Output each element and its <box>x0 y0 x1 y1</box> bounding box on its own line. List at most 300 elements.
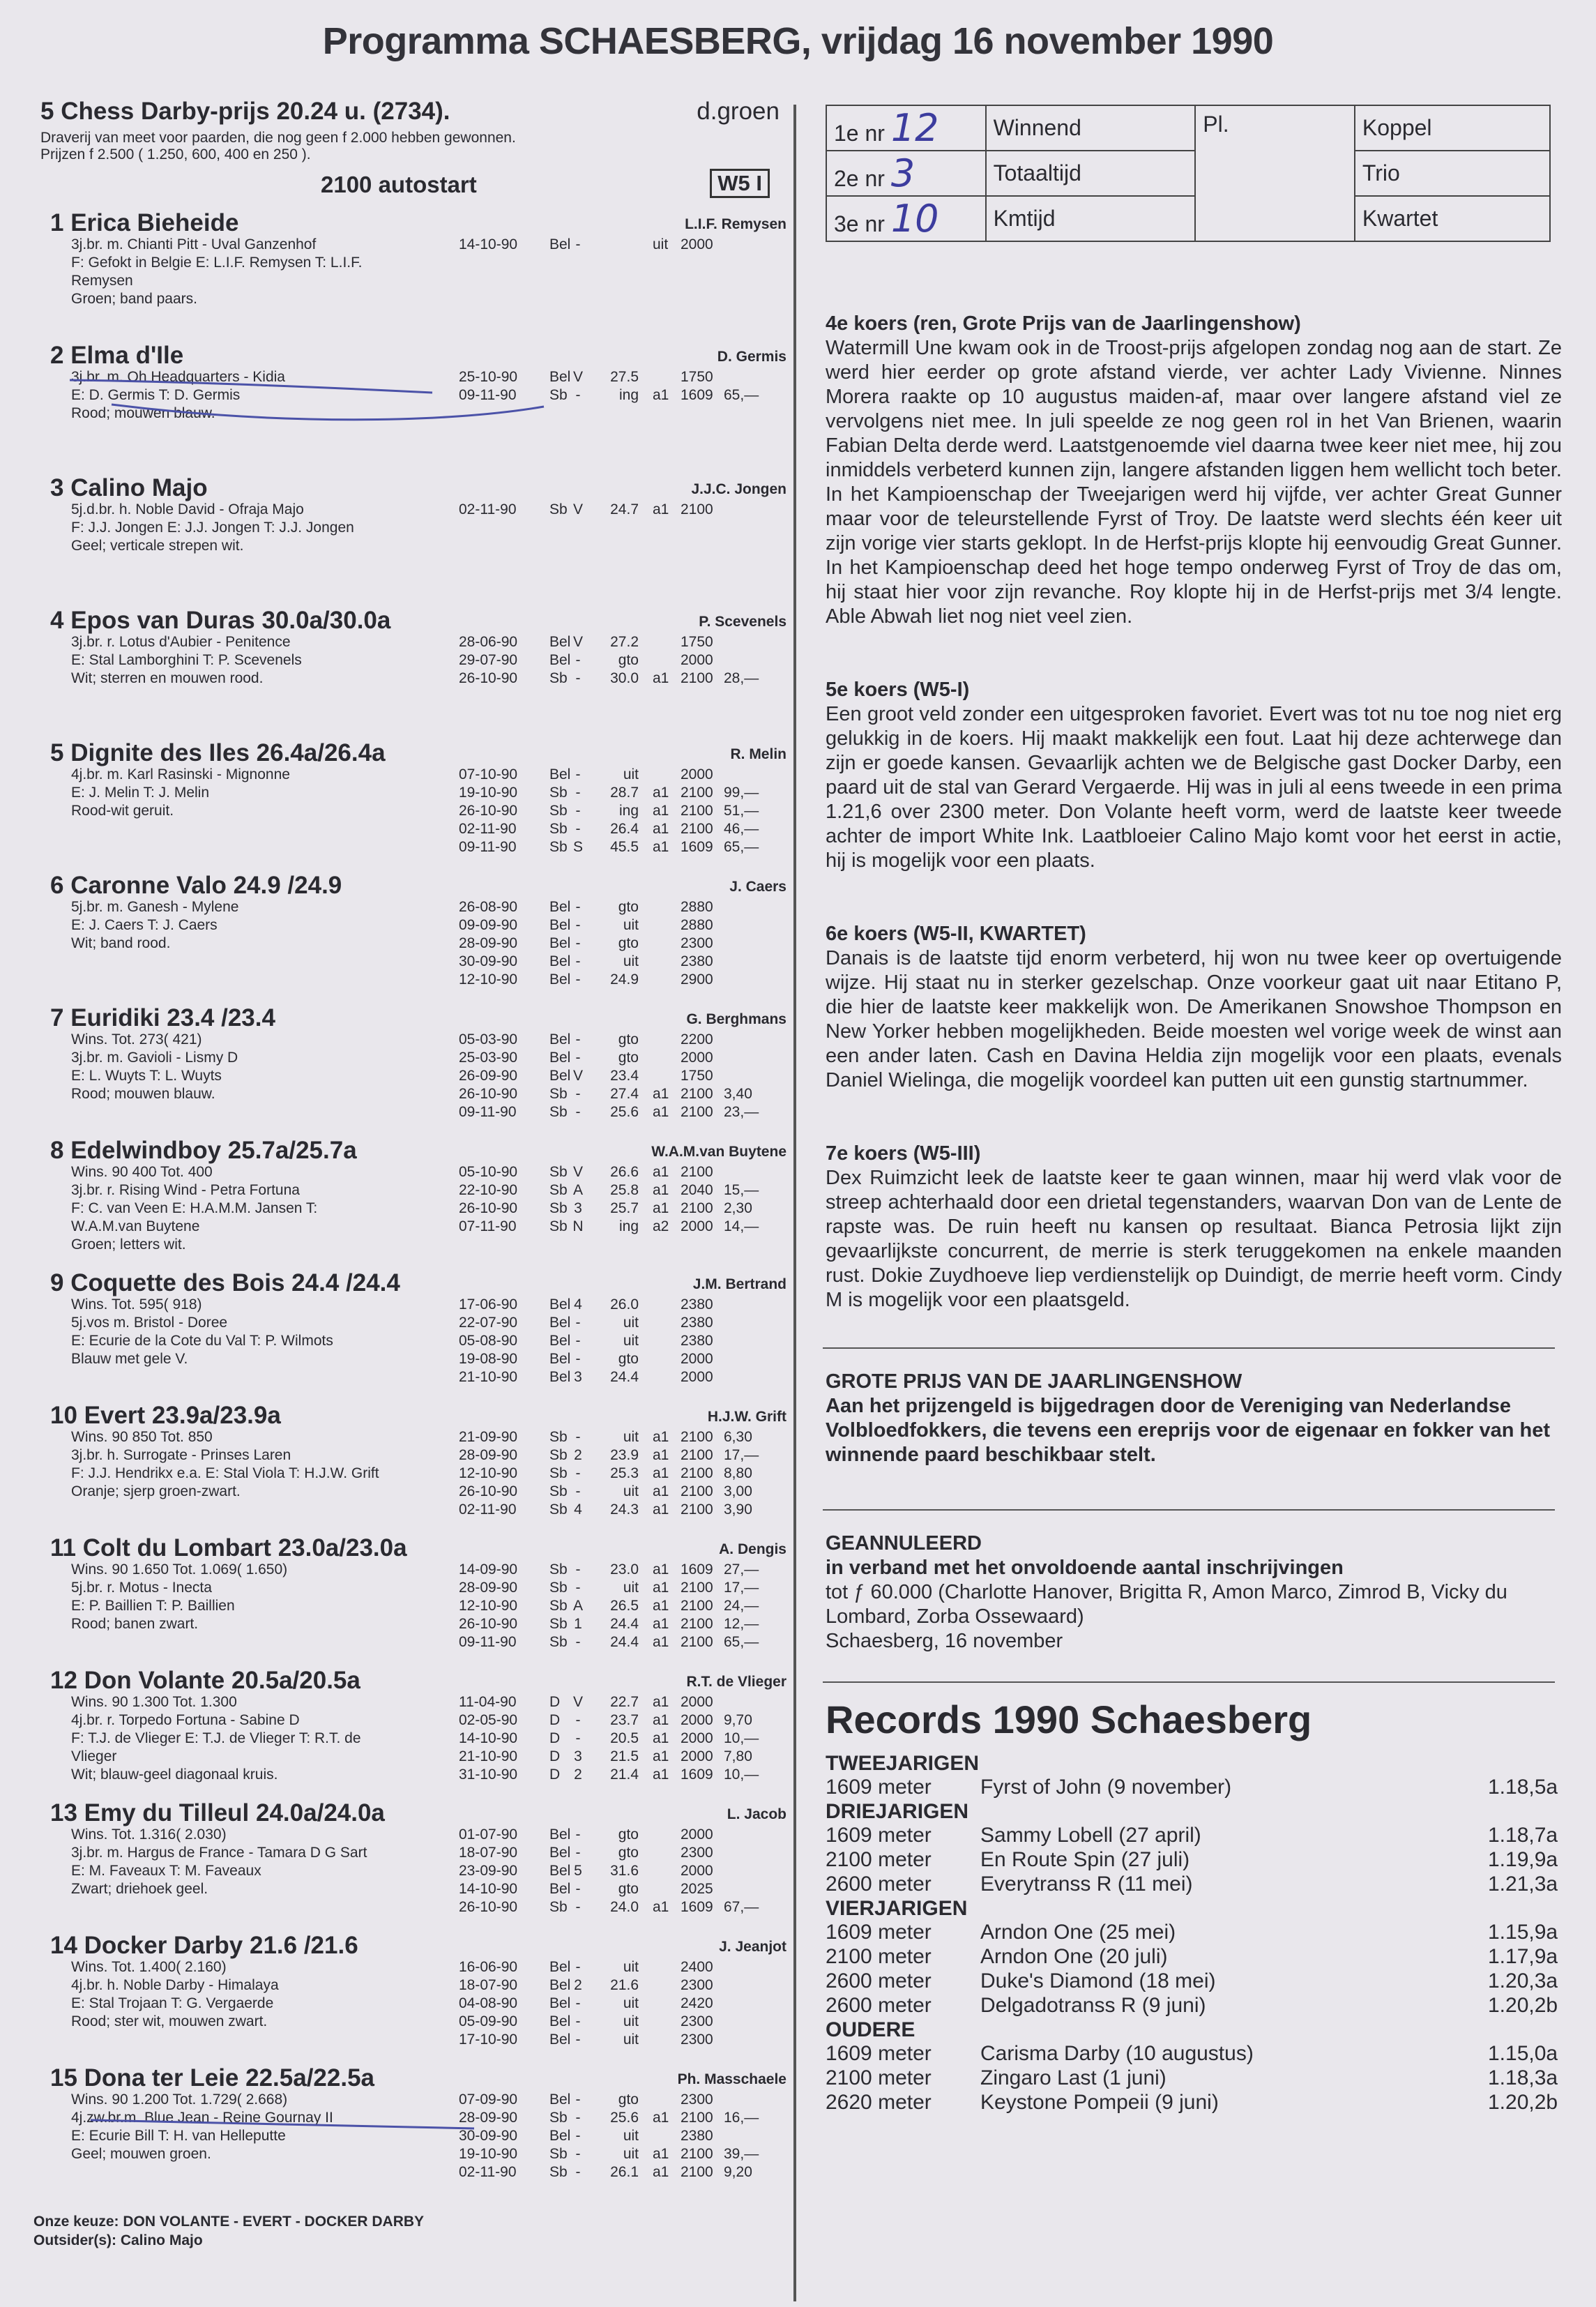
perf-place: V <box>572 501 583 517</box>
record-holder: Zingaro Last (1 juni) <box>980 2066 1166 2089</box>
perf-date: 19-10-90 <box>459 785 518 801</box>
performance-row <box>459 916 786 935</box>
perf-date: 17-10-90 <box>459 2032 518 2048</box>
horse-detail-line: Wins. Tot. 1.316( 2.030) <box>71 1826 227 1843</box>
horse-name: 11 Colt du Lombart 23.0a/23.0a <box>50 1534 407 1561</box>
perf-date: 16-06-90 <box>459 1959 518 1975</box>
perf-start: a1 <box>653 1483 669 1499</box>
perf-distance: 2100 <box>681 1483 713 1499</box>
perf-time: 20.5 <box>610 1730 639 1746</box>
horse-details <box>71 1693 476 1784</box>
perf-distance: 1750 <box>681 1068 713 1084</box>
horse-detail-line: E: J. Melin T: J. Melin <box>71 785 210 801</box>
horse-detail-line: Wit; blauw-geel diagonaal kruis. <box>71 1767 278 1783</box>
horse-detail-line: 4j.br. h. Noble Darby - Himalaya <box>71 1977 279 1993</box>
performance-row <box>459 670 786 688</box>
right-column <box>816 105 1562 2115</box>
horse-detail-line: E: Ecurie de la Cote du Val T: P. Wilmots <box>71 1333 333 1349</box>
performance-row <box>459 1031 786 1049</box>
horse-trainer: H.J.W. Grift <box>707 1409 786 1425</box>
result-pl: Pl. <box>1195 105 1355 241</box>
performance-row <box>459 2145 786 2163</box>
perf-distance: 1609 <box>681 1899 713 1915</box>
perf-start: a1 <box>653 1730 669 1746</box>
perf-start: a1 <box>653 2146 669 2162</box>
perf-track: Bel <box>549 1845 571 1861</box>
perf-date: 21-09-90 <box>459 1429 518 1445</box>
perf-time: uit <box>623 1333 639 1349</box>
perf-track: Sb <box>549 1104 568 1120</box>
perf-place: V <box>572 369 583 385</box>
horse-performances <box>459 633 786 688</box>
perf-time: uit <box>623 2013 639 2029</box>
horse-name: 13 Emy du Tilleul 24.0a/24.0a <box>50 1799 385 1826</box>
horse-performances <box>459 2091 786 2181</box>
perf-track: Sb <box>549 1200 568 1216</box>
perf-place: - <box>575 899 581 915</box>
perf-time: 24.4 <box>610 1616 639 1632</box>
perf-date: 26-10-90 <box>459 1086 518 1102</box>
perf-date: 07-10-90 <box>459 766 518 782</box>
perf-start: a1 <box>653 1086 669 1102</box>
horse-detail-line: Wins. Tot. 1.400( 2.160) <box>71 1959 227 1975</box>
perf-track: Bel <box>549 1995 571 2011</box>
perf-time: 27.2 <box>610 634 639 650</box>
horse-detail-line: E: D. Germis T: D. Germis <box>71 387 241 403</box>
horse-name: 8 Edelwindboy 25.7a/25.7a <box>50 1137 357 1164</box>
horse-detail-line: 3j.br. r. Rising Wind - Petra Fortuna <box>71 1182 300 1198</box>
perf-time: 23.7 <box>610 1712 639 1728</box>
perf-distance: 2000 <box>681 1351 713 1367</box>
perf-place: S <box>572 839 583 855</box>
perf-place: - <box>575 1050 581 1066</box>
records-title: Records 1990 Schaesberg <box>826 1697 1312 1741</box>
record-category: VIERJARIGEN <box>826 1897 968 1920</box>
perf-track: Sb <box>549 839 568 855</box>
horse-detail-line: Rood; mouwen blauw. <box>71 1086 215 1102</box>
performance-row <box>459 1766 786 1784</box>
perf-prize: 39,— <box>724 2146 759 2162</box>
perf-distance: 2100 <box>681 670 713 686</box>
performance-row <box>459 1218 786 1236</box>
horse-detail-line: F: Gefokt in Belgie E: L.I.F. Remysen T: L.I.F. <box>71 255 363 271</box>
record-holder: Sammy Lobell (27 april) <box>980 1824 1201 1847</box>
perf-time: uit <box>623 2032 639 2048</box>
perf-start: a1 <box>653 1694 669 1710</box>
perf-time: uit <box>623 1580 639 1596</box>
horse-detail-line: 3j.br. m. Oh Headquarters - Kidia <box>71 369 285 385</box>
horse-details <box>71 1163 476 1254</box>
perf-date: 22-10-90 <box>459 1182 518 1198</box>
perf-time: uit <box>623 1959 639 1975</box>
record-time: 1.21,3a <box>1488 1873 1558 1896</box>
perf-date: 26-10-90 <box>459 1899 518 1915</box>
perf-time: 24.7 <box>610 501 639 517</box>
perf-track: Sb <box>549 2146 568 2162</box>
perf-time: 27.4 <box>610 1086 639 1102</box>
perf-place: - <box>575 917 581 933</box>
perf-time: 24.3 <box>610 1502 639 1518</box>
perf-start: a2 <box>653 1218 669 1234</box>
perf-prize: 3,40 <box>724 1086 752 1102</box>
perf-start: a1 <box>653 1200 669 1216</box>
records-list <box>826 1752 1565 2115</box>
perf-distance: 2100 <box>681 2164 713 2180</box>
performance-row <box>459 1579 786 1597</box>
horse-name: 12 Don Volante 20.5a/20.5a <box>50 1667 360 1694</box>
horse-detail-line: 3j.br. m. Gavioli - Lismy D <box>71 1050 238 1066</box>
perf-time: gto <box>618 1845 639 1861</box>
perf-track: Bel <box>549 2128 571 2144</box>
perf-prize: 9,70 <box>724 1712 752 1728</box>
perf-time: 23.9 <box>610 1447 639 1463</box>
perf-track: Bel <box>549 2092 571 2108</box>
performance-row <box>459 1332 786 1350</box>
result-kmtijd: Kmtijd <box>986 196 1196 241</box>
record-holder: Carisma Darby (10 augustus) <box>980 2042 1254 2065</box>
perf-distance: 2100 <box>681 1502 713 1518</box>
perf-prize: 15,— <box>724 1182 759 1198</box>
horse-trainer: L. Jacob <box>727 1806 786 1822</box>
perf-date: 30-09-90 <box>459 953 518 969</box>
choice-text: Onze keuze: DON VOLANTE - EVERT - DOCKER DARBY <box>33 2214 425 2230</box>
perf-time: uit <box>623 2128 639 2144</box>
performance-row <box>459 1446 786 1465</box>
perf-prize: 16,— <box>724 2110 759 2126</box>
perf-track: Bel <box>549 1863 571 1879</box>
perf-prize: 10,— <box>724 1767 759 1783</box>
perf-place: - <box>575 1429 581 1445</box>
horse-name: 4 Epos van Duras 30.0a/30.0a <box>50 607 391 634</box>
perf-distance: 2000 <box>681 1863 713 1879</box>
horse-details <box>71 898 476 953</box>
perf-distance: 2100 <box>681 2146 713 2162</box>
performance-row <box>459 820 786 838</box>
perf-start: a1 <box>653 1447 669 1463</box>
page-title: Programma SCHAESBERG, vrijdag 16 november 1990 <box>322 20 1274 62</box>
perf-place: 3 <box>574 1748 582 1764</box>
record-time: 1.20,2b <box>1488 2091 1558 2114</box>
perf-place: 4 <box>574 1502 582 1518</box>
perf-prize: 65,— <box>724 1634 759 1650</box>
record-row <box>826 1994 1565 2018</box>
horse-detail-line: Wit; sterren en mouwen rood. <box>71 670 264 686</box>
perf-prize: 23,— <box>724 1104 759 1120</box>
perf-date: 28-09-90 <box>459 935 518 951</box>
record-row <box>826 1921 1565 1945</box>
horse-trainer: J. Jeanjot <box>719 1939 786 1955</box>
record-row <box>826 1945 1565 1969</box>
perf-date: 07-09-90 <box>459 2092 518 2108</box>
race-prizes: Prijzen f 2.500 ( 1.250, 600, 400 en 250 ). <box>40 146 311 162</box>
perf-date: 26-08-90 <box>459 899 518 915</box>
perf-time: gto <box>618 2092 639 2108</box>
performance-row <box>459 1958 786 1976</box>
horse-detail-line: F: J.J. Hendrikx e.a. E: Stal Viola T: H.J.W. Grift <box>71 1465 379 1481</box>
performance-row <box>459 838 786 856</box>
performance-row <box>459 1200 786 1218</box>
perf-prize: 7,80 <box>724 1748 752 1764</box>
preview-race-4: 4e koers (ren, Grote Prijs van de Jaarlingenshow) Watermill Une kwam ook in de Troost-prijs afgelopen zondag nog aan de start. Ze werd hier eerder op grote afstand vierde, ver achter Lady Vivienne. Ninnes Morera raakte op 10 augustus maiden-af, maar over langere afstand viel ze vervolgens niet mee. In juli speelde ze nog geen rol in het Van Brienen, waarin Fabian Delta derde werd. Laatstgenoemde viel daarna twee keer niet mee, hij zou inmiddels verbeterd kunnen zijn, langere afstanden liggen hem wellicht toch beter. In het Kampioenschap der Tweejarigen werd hij vijfde, ver achter Great Gunner maar voor de teleurstellende Fyrst of Troy. De laatste werd slechts één keer uit zijn vorige vier starts geklopt. In de Herfst-prijs klopte hij eenvoudig Great Gunner. In het Kampioenschap deed het hoge tempo onderweg Fyrst of Troy de das om, hij staat hier voor zijn revanche. Roy klopte hij in de Herfst-prijs met 3/4 lengte. Able Abwah liet nog niet veel zien. <box>826 312 1562 628</box>
performance-row <box>459 386 786 404</box>
perf-start: a1 <box>653 1634 669 1650</box>
record-category: DRIEJARIGEN <box>826 1800 969 1823</box>
horse-trainer: W.A.M.van Buytene <box>651 1144 786 1160</box>
perf-track: D <box>549 1712 561 1728</box>
record-time: 1.20,3a <box>1488 1969 1558 1992</box>
perf-distance: 2100 <box>681 1200 713 1216</box>
horse-performances <box>459 1163 786 1236</box>
perf-time: 25.6 <box>610 2110 639 2126</box>
horse-detail-line: Rood-wit geruit. <box>71 803 174 819</box>
perf-track: Sb <box>549 1634 568 1650</box>
perf-prize: 3,90 <box>724 1502 752 1518</box>
perf-place: - <box>575 1104 581 1120</box>
perf-distance: 2380 <box>681 1296 713 1313</box>
perf-time: uit <box>623 2146 639 2162</box>
perf-time: 24.0 <box>610 1899 639 1915</box>
perf-distance: 2300 <box>681 1977 713 1993</box>
record-distance: 2600 meter <box>826 1969 932 1992</box>
perf-distance: 2100 <box>681 785 713 801</box>
perf-place: - <box>575 1826 581 1843</box>
perf-distance: 2880 <box>681 899 713 915</box>
perf-prize: 17,— <box>724 1580 759 1596</box>
horse-details <box>71 633 476 688</box>
perf-time: gto <box>618 652 639 668</box>
perf-track: Bel <box>549 766 571 782</box>
perf-distance: 1609 <box>681 1561 713 1578</box>
horse-performances <box>459 236 786 254</box>
performance-row <box>459 1633 786 1651</box>
horse-performances <box>459 501 786 519</box>
record-time: 1.18,5a <box>1488 1776 1558 1799</box>
horse-trainer: A. Dengis <box>719 1541 786 1557</box>
race-header <box>33 98 786 130</box>
results-table <box>826 105 1551 242</box>
perf-time: uit <box>623 766 639 782</box>
perf-place: 2 <box>574 1977 582 1993</box>
perf-start: a1 <box>653 803 669 819</box>
performance-row <box>459 1826 786 1844</box>
perf-track: Sb <box>549 1086 568 1102</box>
result-second: 2e nr 3 <box>826 151 986 196</box>
perf-date: 18-07-90 <box>459 1845 518 1861</box>
perf-place: 5 <box>574 1863 582 1879</box>
perf-date: 25-10-90 <box>459 369 518 385</box>
perf-distance: 2100 <box>681 1465 713 1481</box>
perf-start: a1 <box>653 1182 669 1198</box>
perf-prize: 67,— <box>724 1899 759 1915</box>
perf-distance: 1609 <box>681 839 713 855</box>
perf-date: 14-10-90 <box>459 1881 518 1897</box>
perf-distance: 2300 <box>681 1845 713 1861</box>
perf-track: Sb <box>549 2110 568 2126</box>
result-third: 3e nr 10 <box>826 196 986 241</box>
perf-place: - <box>575 2164 581 2180</box>
horse-detail-line: F: T.J. de Vlieger E: T.J. de Vlieger T: R.T. de <box>71 1730 361 1746</box>
perf-track: Sb <box>549 1502 568 1518</box>
perf-start: a1 <box>653 1561 669 1578</box>
perf-track: Bel <box>549 634 571 650</box>
perf-place: - <box>575 1465 581 1481</box>
perf-place: V <box>572 1164 583 1180</box>
record-time: 1.20,2b <box>1488 1994 1558 2017</box>
perf-time: gto <box>618 1881 639 1897</box>
perf-date: 02-11-90 <box>459 821 517 837</box>
perf-place: - <box>575 766 581 782</box>
preview-race-5: 5e koers (W5-I) Een groot veld zonder een uitgesproken favoriet. Evert was tot nu toe nog niet erg gelukkig in de koers. Hij maakt makkelijk een fout. Laat hij deze achterwege dan zijn er goede kansen. Gevaarlijk achten we de Belgische gast Docker Darby, een paard uit de stal van Gerard Vergaerde. Hij was in juli al eens tweede in een prima 1.21,6 over 2300 meter. Don Volante heeft vorm, werd de laatste keer tweede achter de import White Ink. Laatbloeier Calino Majo komt voor het eerst in actie, hij is mogelijk voor een plaats. <box>826 679 1562 872</box>
perf-time: 21.5 <box>610 1748 639 1764</box>
horse-detail-line: 3j.br. r. Lotus d'Aubier - Penitence <box>71 634 291 650</box>
perf-place: 1 <box>574 1616 582 1632</box>
perf-prize: 2,30 <box>724 1200 752 1216</box>
performance-row <box>459 1748 786 1766</box>
divider <box>823 1509 1555 1511</box>
perf-track: Bel <box>549 652 571 668</box>
perf-place: - <box>575 1845 581 1861</box>
perf-start: a1 <box>653 839 669 855</box>
performance-row <box>459 1368 786 1386</box>
horse-name: 7 Euridiki 23.4 /23.4 <box>50 1004 275 1031</box>
perf-date: 04-08-90 <box>459 1995 518 2011</box>
perf-distance: 2380 <box>681 1315 713 1331</box>
horse-detail-line: 3j.br. h. Surrogate - Prinses Laren <box>71 1447 291 1463</box>
result-totaaltijd: Totaaltijd <box>986 151 1196 196</box>
performance-row <box>459 1085 786 1103</box>
performance-row <box>459 1483 786 1501</box>
record-distance: 1609 meter <box>826 1824 932 1847</box>
perf-start: a1 <box>653 1104 669 1120</box>
performance-row <box>459 898 786 916</box>
perf-track: Sb <box>549 1182 568 1198</box>
horse-detail-line: E: L. Wuyts T: L. Wuyts <box>71 1068 222 1084</box>
race-title: 5 Chess Darby-prijs 20.24 u. (2734). <box>40 98 450 125</box>
performance-row <box>459 1995 786 2013</box>
horse-detail-line: Blauw met gele V. <box>71 1351 188 1367</box>
perf-track: D <box>549 1748 561 1764</box>
record-distance: 1609 meter <box>826 2042 932 2065</box>
horse-detail-line: E: Ecurie Bill T: H. van Helleputte <box>71 2128 286 2144</box>
record-time: 1.17,9a <box>1488 1945 1558 1968</box>
perf-track: D <box>549 1730 561 1746</box>
performance-row <box>459 2031 786 2049</box>
horse-detail-line: E: Stal Lamborghini T: P. Scevenels <box>71 652 302 668</box>
perf-track: Bel <box>549 899 571 915</box>
performance-row <box>459 1615 786 1633</box>
geannuleerd-notice: GEANNULEERD in verband met het onvoldoende aantal inschrijvingen tot ƒ 60.000 (Charlotte Hanover, Brigitta R, Amon Marco, Zimrod B, Vicky du Lombard, Zorba Ossewaard) Schaesberg, 16 november <box>826 1532 1507 1652</box>
horse-detail-line: 4j.br. m. Karl Rasinski - Mignonne <box>71 766 290 782</box>
perf-start: a1 <box>653 2110 669 2126</box>
performance-row <box>459 1181 786 1200</box>
perf-start: a1 <box>653 1465 669 1481</box>
perf-prize: 17,— <box>724 1447 759 1463</box>
perf-place: - <box>575 2092 581 2108</box>
perf-place: - <box>575 821 581 837</box>
horse-details <box>71 1958 476 2031</box>
perf-track: Sb <box>549 1483 568 1499</box>
perf-time: 31.6 <box>610 1863 639 1879</box>
horse-detail-line: Vlieger <box>71 1748 117 1764</box>
race-distance-row <box>33 163 786 198</box>
perf-date: 17-06-90 <box>459 1296 518 1313</box>
perf-start: a1 <box>653 1502 669 1518</box>
horse-detail-line: Geel; verticale strepen wit. <box>71 538 244 554</box>
perf-track: Sb <box>549 501 568 517</box>
perf-track: Bel <box>549 1881 571 1897</box>
record-distance: 2100 meter <box>826 2066 932 2089</box>
performance-row <box>459 1314 786 1332</box>
horse-performances <box>459 1428 786 1519</box>
performance-row <box>459 2127 786 2145</box>
horse-details <box>71 1031 476 1103</box>
perf-place: A <box>572 1598 583 1614</box>
perf-distance: 2100 <box>681 1634 713 1650</box>
perf-start: a1 <box>653 1712 669 1728</box>
perf-prize: 24,— <box>724 1598 759 1614</box>
perf-prize: 3,00 <box>724 1483 752 1499</box>
perf-place: V <box>572 1068 583 1084</box>
perf-place: - <box>575 1561 581 1578</box>
performance-row <box>459 802 786 820</box>
performance-row <box>459 1844 786 1862</box>
horse-detail-line: Rood; mouwen blauw. <box>71 405 215 421</box>
perf-date: 26-10-90 <box>459 1483 518 1499</box>
perf-date: 18-07-90 <box>459 1977 518 1993</box>
perf-time: 23.4 <box>610 1068 639 1084</box>
perf-distance: 2100 <box>681 2110 713 2126</box>
horse-trainer: Ph. Masschaele <box>677 2071 786 2087</box>
record-row <box>826 2066 1565 2091</box>
perf-date: 26-10-90 <box>459 670 518 686</box>
horse-name: 2 Elma d'Ile <box>50 342 184 369</box>
perf-distance: 2300 <box>681 2013 713 2029</box>
perf-prize: 14,— <box>724 1218 759 1234</box>
perf-time: ing <box>618 387 639 403</box>
perf-distance: 2380 <box>681 2128 713 2144</box>
perf-date: 09-11-90 <box>459 1104 517 1120</box>
performance-row <box>459 1880 786 1898</box>
record-row <box>826 1969 1565 1994</box>
record-distance: 2100 meter <box>826 1945 932 1968</box>
perf-date: 02-11-90 <box>459 501 517 517</box>
horse-detail-line: Rood; banen zwart. <box>71 1616 199 1632</box>
perf-date: 28-09-90 <box>459 2110 518 2126</box>
performance-row <box>459 1693 786 1711</box>
preview-race-6: 6e koers (W5-II, KWARTET) Danais is de laatste tijd enorm verbeterd, hij won nu twee keer op overtuigende wijze. Hij staat nu in sterker gezelschap. Onze voorkeur gaat uit naar Etitano P, die hier de laatste keer makkelijk won. De Amerikanen Snowshoe Thompson en New Yorker hebben mogelijkheden. Beide moesten wel vorige week de winst aan een ander laten. Cash en Davina Heldia zijn mogelijk voor een plaats, evenals Daniel Wielinga, die mogelijk voordeel kan putten uit een gunstig startnummer. <box>826 923 1562 1091</box>
perf-time: 26.1 <box>610 2164 639 2180</box>
perf-time: ing <box>618 1218 639 1234</box>
perf-track: Sb <box>549 785 568 801</box>
perf-date: 12-10-90 <box>459 1598 518 1614</box>
perf-distance: 2000 <box>681 652 713 668</box>
perf-track: Bel <box>549 1333 571 1349</box>
horse-detail-line: 4j.br. r. Torpedo Fortuna - Sabine D <box>71 1712 300 1728</box>
perf-time: 25.6 <box>610 1104 639 1120</box>
record-row <box>826 1848 1565 1873</box>
perf-place: - <box>575 1580 581 1596</box>
perf-place: - <box>575 236 581 252</box>
horse-detail-line: Wins. 90 400 Tot. 400 <box>71 1164 213 1180</box>
horse-details <box>71 2091 476 2163</box>
horse-detail-line: 3j.br. m. Chianti Pitt - Uval Ganzenhof <box>71 236 317 252</box>
perf-start: a1 <box>653 1164 669 1180</box>
perf-date: 21-10-90 <box>459 1748 518 1764</box>
record-holder: En Route Spin (27 juli) <box>980 1848 1190 1871</box>
horse-detail-line: F: C. van Veen E: H.A.M.M. Jansen T: <box>71 1200 318 1216</box>
perf-distance: 2100 <box>681 1447 713 1463</box>
perf-time: uit <box>623 917 639 933</box>
